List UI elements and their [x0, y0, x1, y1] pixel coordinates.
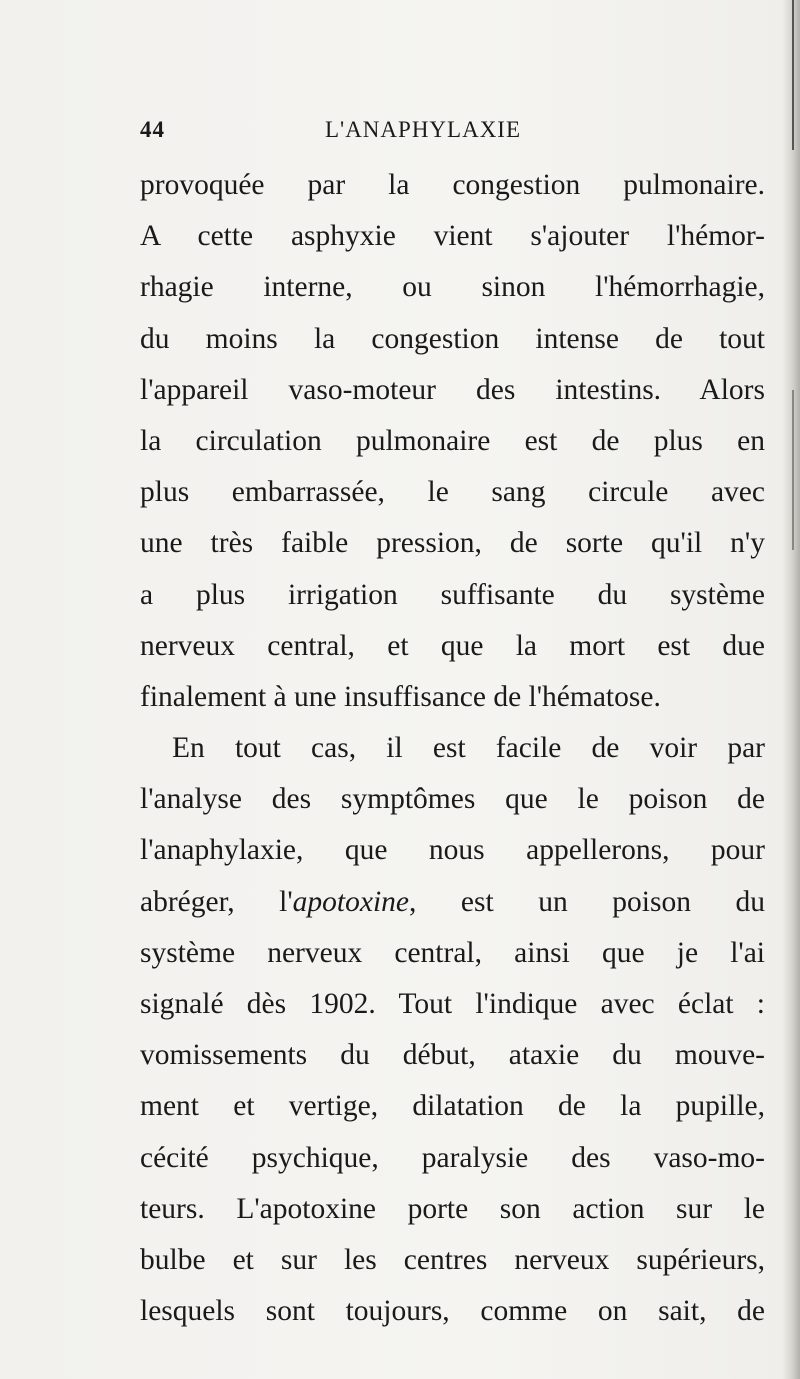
- body-text: [140, 160, 765, 1337]
- text-line: plus embarrassée, le sang circule avec: [140, 476, 765, 509]
- text-line: la circulation pulmonaire est de plus en: [140, 424, 765, 457]
- text-line: vomissements du début, ataxie du mouve-: [140, 1039, 765, 1072]
- text-line: ment et vertige, dilatation de la pupille,: [140, 1090, 765, 1123]
- text-line: A cette asphyxie vient s'ajouter l'hémor-: [140, 220, 765, 253]
- text-line-paragraph-start: En tout cas, il est facile de voir par: [172, 732, 765, 765]
- text-line: système nerveux central, ainsi que je l'ai: [140, 936, 765, 969]
- text-segment: , est un poison du: [409, 885, 765, 918]
- page-edge-shadow: [782, 0, 800, 1379]
- text-line: une très faible pression, de sorte qu'il n'y: [140, 527, 765, 560]
- text-line: l'appareil vaso-moteur des intestins. Alors: [140, 373, 765, 406]
- text-line: nerveux central, et que la mort est due: [140, 629, 765, 662]
- text-line-with-italic: [140, 877, 765, 928]
- text-line: l'anaphylaxie, que nous appellerons, pour: [140, 834, 765, 867]
- text-segment: abréger, l': [140, 885, 293, 918]
- text-line: l'analyse des symptômes que le poison de: [140, 783, 765, 816]
- text-line: cécité psychique, paralysie des vaso-mo-: [140, 1141, 765, 1174]
- text-line: a plus irrigation suffisante du système: [140, 578, 765, 611]
- text-line: du moins la congestion intense de tout: [140, 322, 765, 355]
- text-line: rhagie interne, ou sinon l'hémorrhagie,: [140, 271, 765, 304]
- text-line: lesquels sont toujours, comme on sait, de: [140, 1295, 765, 1328]
- text-line: bulbe et sur les centres nerveux supérieurs,: [140, 1243, 765, 1276]
- page-header: [140, 117, 740, 147]
- page-number: 44: [140, 117, 165, 142]
- italic-term: apotoxine: [292, 885, 410, 918]
- running-title: L'ANAPHYLAXIE: [325, 117, 522, 142]
- page-edge-line: [792, 390, 794, 550]
- page-edge-line: [792, 0, 794, 150]
- text-line-paragraph-end: finalement à une insuffisance de l'hématose.: [140, 680, 661, 713]
- text-line: signalé dès 1902. Tout l'indique avec éclat :: [140, 988, 765, 1020]
- text-line: provoquée par la congestion pulmonaire.: [140, 169, 765, 201]
- text-line: teurs. L'apotoxine porte son action sur le: [140, 1192, 765, 1225]
